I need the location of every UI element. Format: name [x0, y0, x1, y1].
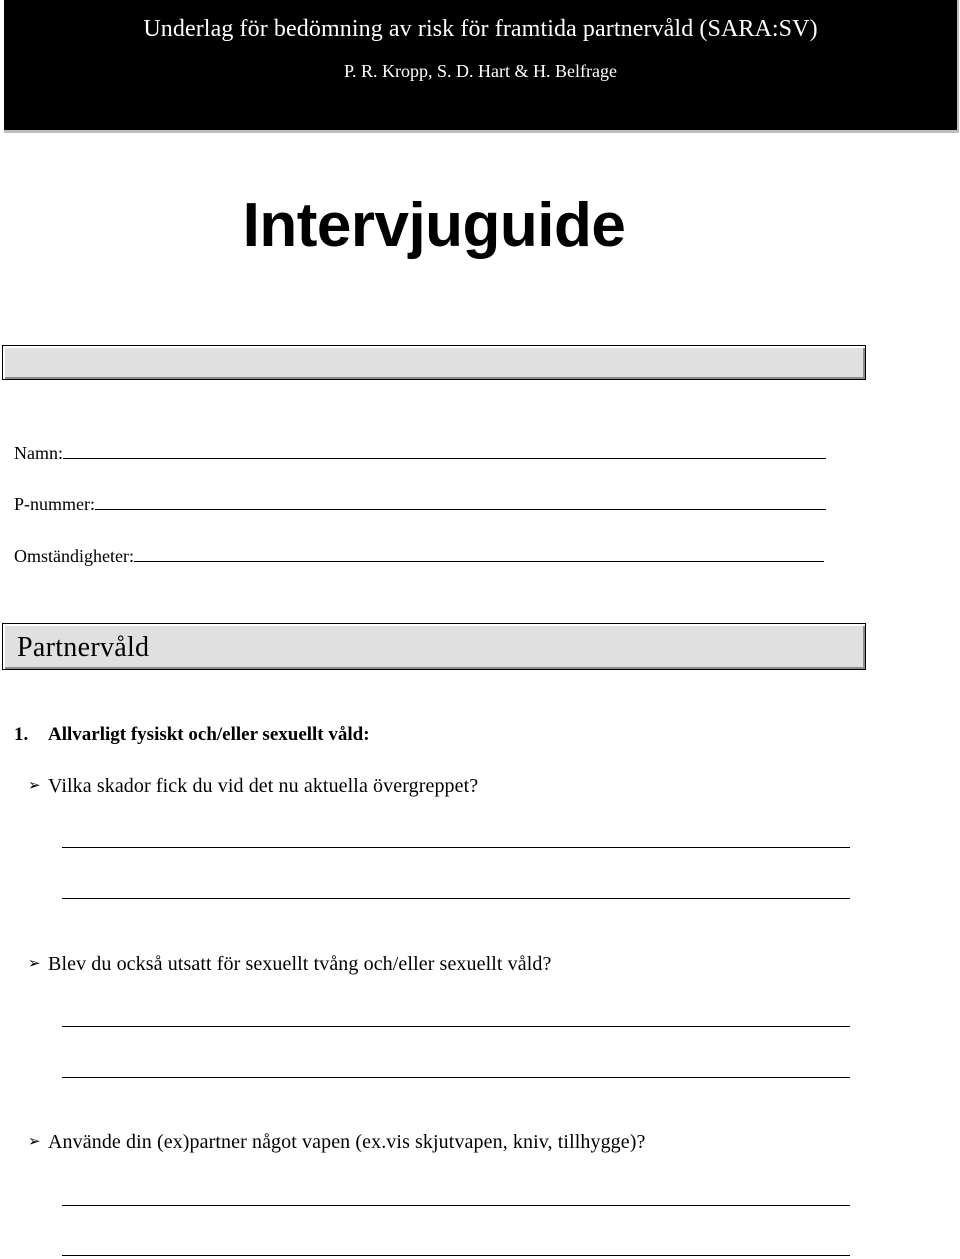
answer-line[interactable] [62, 1026, 850, 1027]
arrowhead-icon: ➢ [28, 956, 41, 972]
header-banner [4, 0, 959, 133]
section-title: Partnervåld [17, 632, 150, 663]
item-number: 1. [14, 724, 29, 745]
circumstances-label: Omständigheter: [14, 546, 134, 566]
pnr-input-line[interactable] [95, 509, 826, 510]
name-label: Namn: [14, 443, 63, 463]
answer-line[interactable] [62, 1205, 850, 1206]
arrowhead-icon: ➢ [28, 1134, 41, 1150]
answer-line[interactable] [62, 1255, 850, 1256]
arrowhead-icon: ➢ [28, 778, 41, 794]
name-field[interactable] [14, 443, 826, 464]
answer-line[interactable] [62, 847, 850, 848]
item-heading-text: Allvarligt fysiskt och/eller sexuellt våld: [48, 724, 370, 745]
header-authors: P. R. Kropp, S. D. Hart & H. Belfrage [344, 61, 617, 81]
header-title: Underlag för bedömning av risk för framtida partnervåld (SARA:SV) [143, 16, 818, 42]
circumstances-field[interactable] [14, 546, 824, 567]
circumstances-input-line[interactable] [134, 561, 824, 562]
question-1 [28, 775, 478, 798]
question-2-text: Blev du också utsatt för sexuellt tvång och/eller sexuellt våld? [48, 953, 552, 975]
pnr-field[interactable] [14, 494, 826, 515]
item-heading [14, 724, 370, 746]
document-title: Intervjuguide [242, 191, 626, 260]
question-1-text: Vilka skador fick du vid det nu aktuella övergreppet? [48, 775, 479, 797]
answer-line[interactable] [62, 898, 850, 899]
empty-grey-bar [2, 345, 866, 380]
name-input-line[interactable] [63, 458, 826, 459]
pnr-label: P-nummer: [14, 494, 95, 514]
section-header [2, 623, 866, 670]
question-2 [28, 953, 551, 976]
answer-line[interactable] [62, 1077, 850, 1078]
question-3 [28, 1131, 646, 1154]
question-3-text: Använde din (ex)partner något vapen (ex.vis skjutvapen, kniv, tillhygge)? [48, 1131, 646, 1153]
